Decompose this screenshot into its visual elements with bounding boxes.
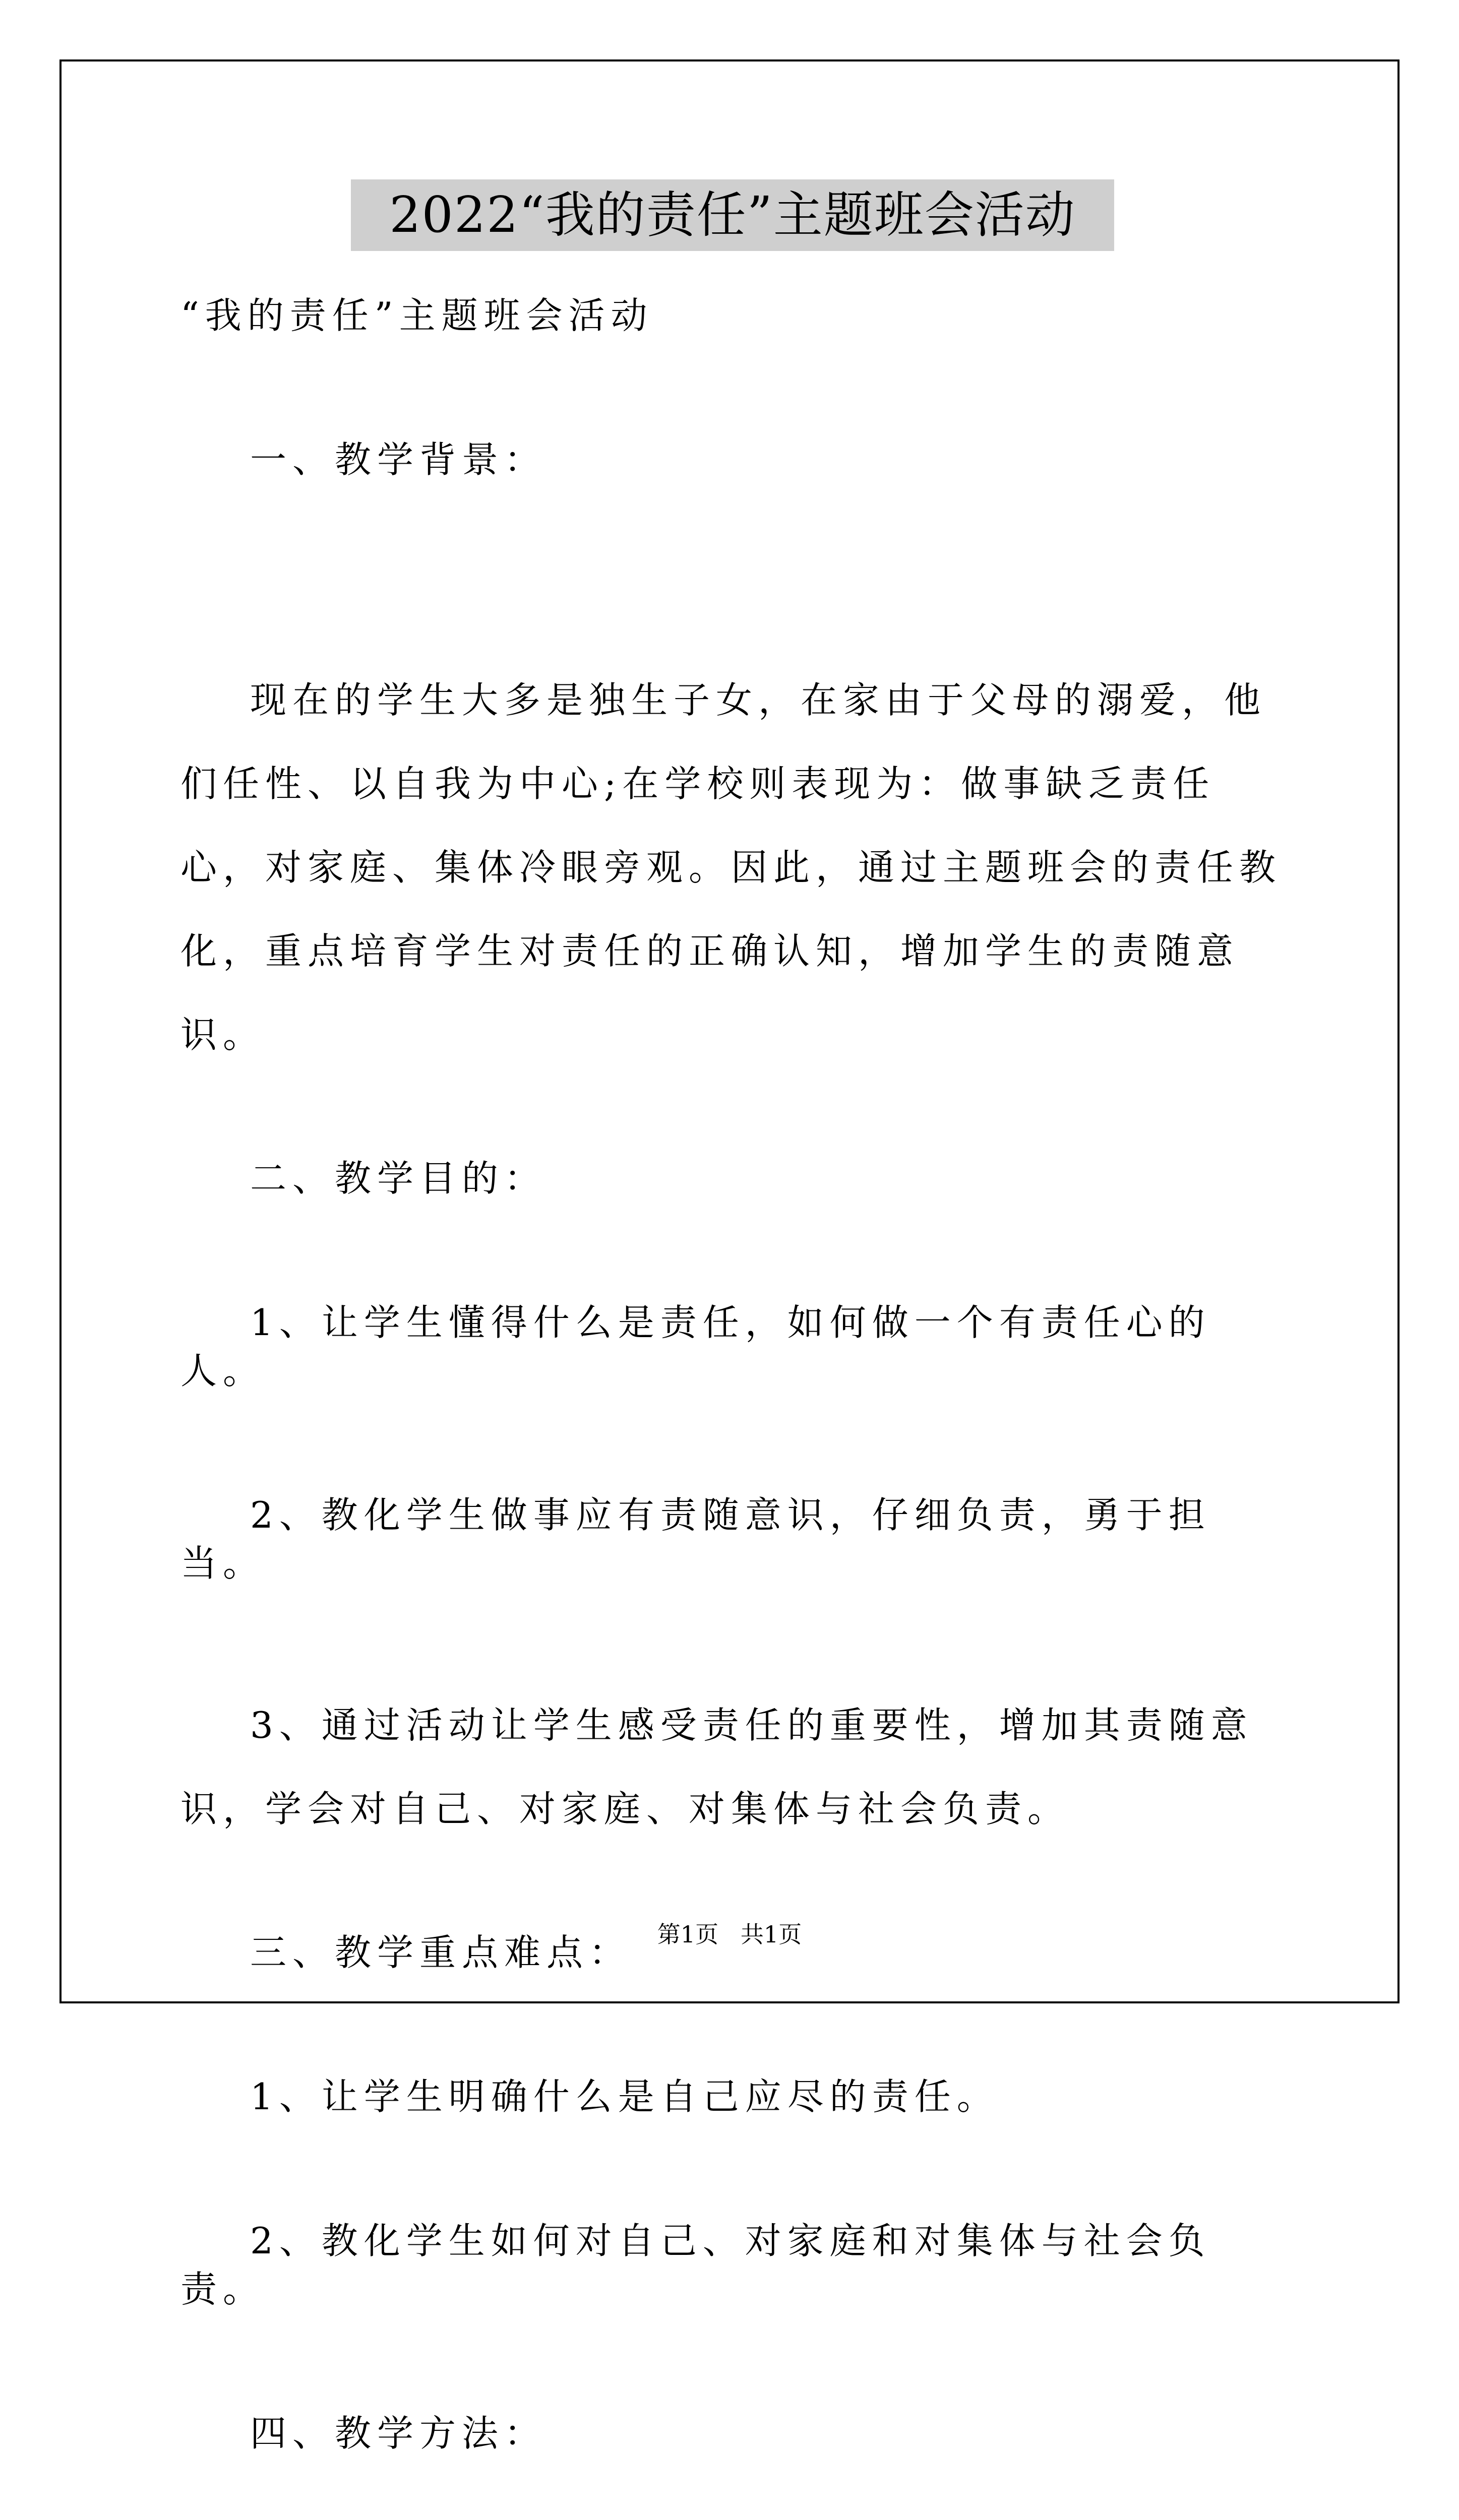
goal-item-3: 3、通过活动让学生感受责任的重要性，增加其责随意识，学会对自己、对家庭、对集体与社会负责。 bbox=[180, 1704, 1253, 1830]
section-heading-background: 一、教学背景： bbox=[250, 438, 547, 481]
goal-item-1: 1、让学生懂得什么是责任，如何做一个有责任心的人。 bbox=[180, 1301, 1211, 1392]
page-footer: 第1页 共1页 bbox=[657, 1921, 802, 1948]
goal-item-2: 2、教化学生做事应有责随意识，仔细负责，勇于担当。 bbox=[180, 1494, 1211, 1585]
section-heading-methods: 四、教学方法： bbox=[250, 2412, 547, 2454]
document-title: 2022“我的责任”主题班会活动 bbox=[351, 179, 1114, 251]
key-point-item-1: 1、让学生明确什么是自己应尽的责任。 bbox=[250, 2075, 999, 2118]
section-heading-goals: 二、教学目的： bbox=[250, 1157, 547, 1200]
section-heading-key-points: 三、教学重点难点： bbox=[250, 1931, 632, 1974]
subtitle-paragraph: “我的责任”主题班会活动 bbox=[180, 294, 653, 337]
key-point-item-2: 2、教化学生如何对自己、对家庭和对集体与社会负责。 bbox=[180, 2220, 1211, 2310]
document-body bbox=[180, 291, 1290, 2520]
background-paragraph: 现在的学生大多是独生子女，在家由于父母的溺爱，他们任性、以自我为中心;在学校则表现为：做事缺乏责任心，对家庭、集体冷眼旁观。因此，通过主题班会的责任教化，重点培育学生对责任的正确认知，增加学生的责随意识。 bbox=[180, 679, 1282, 1056]
